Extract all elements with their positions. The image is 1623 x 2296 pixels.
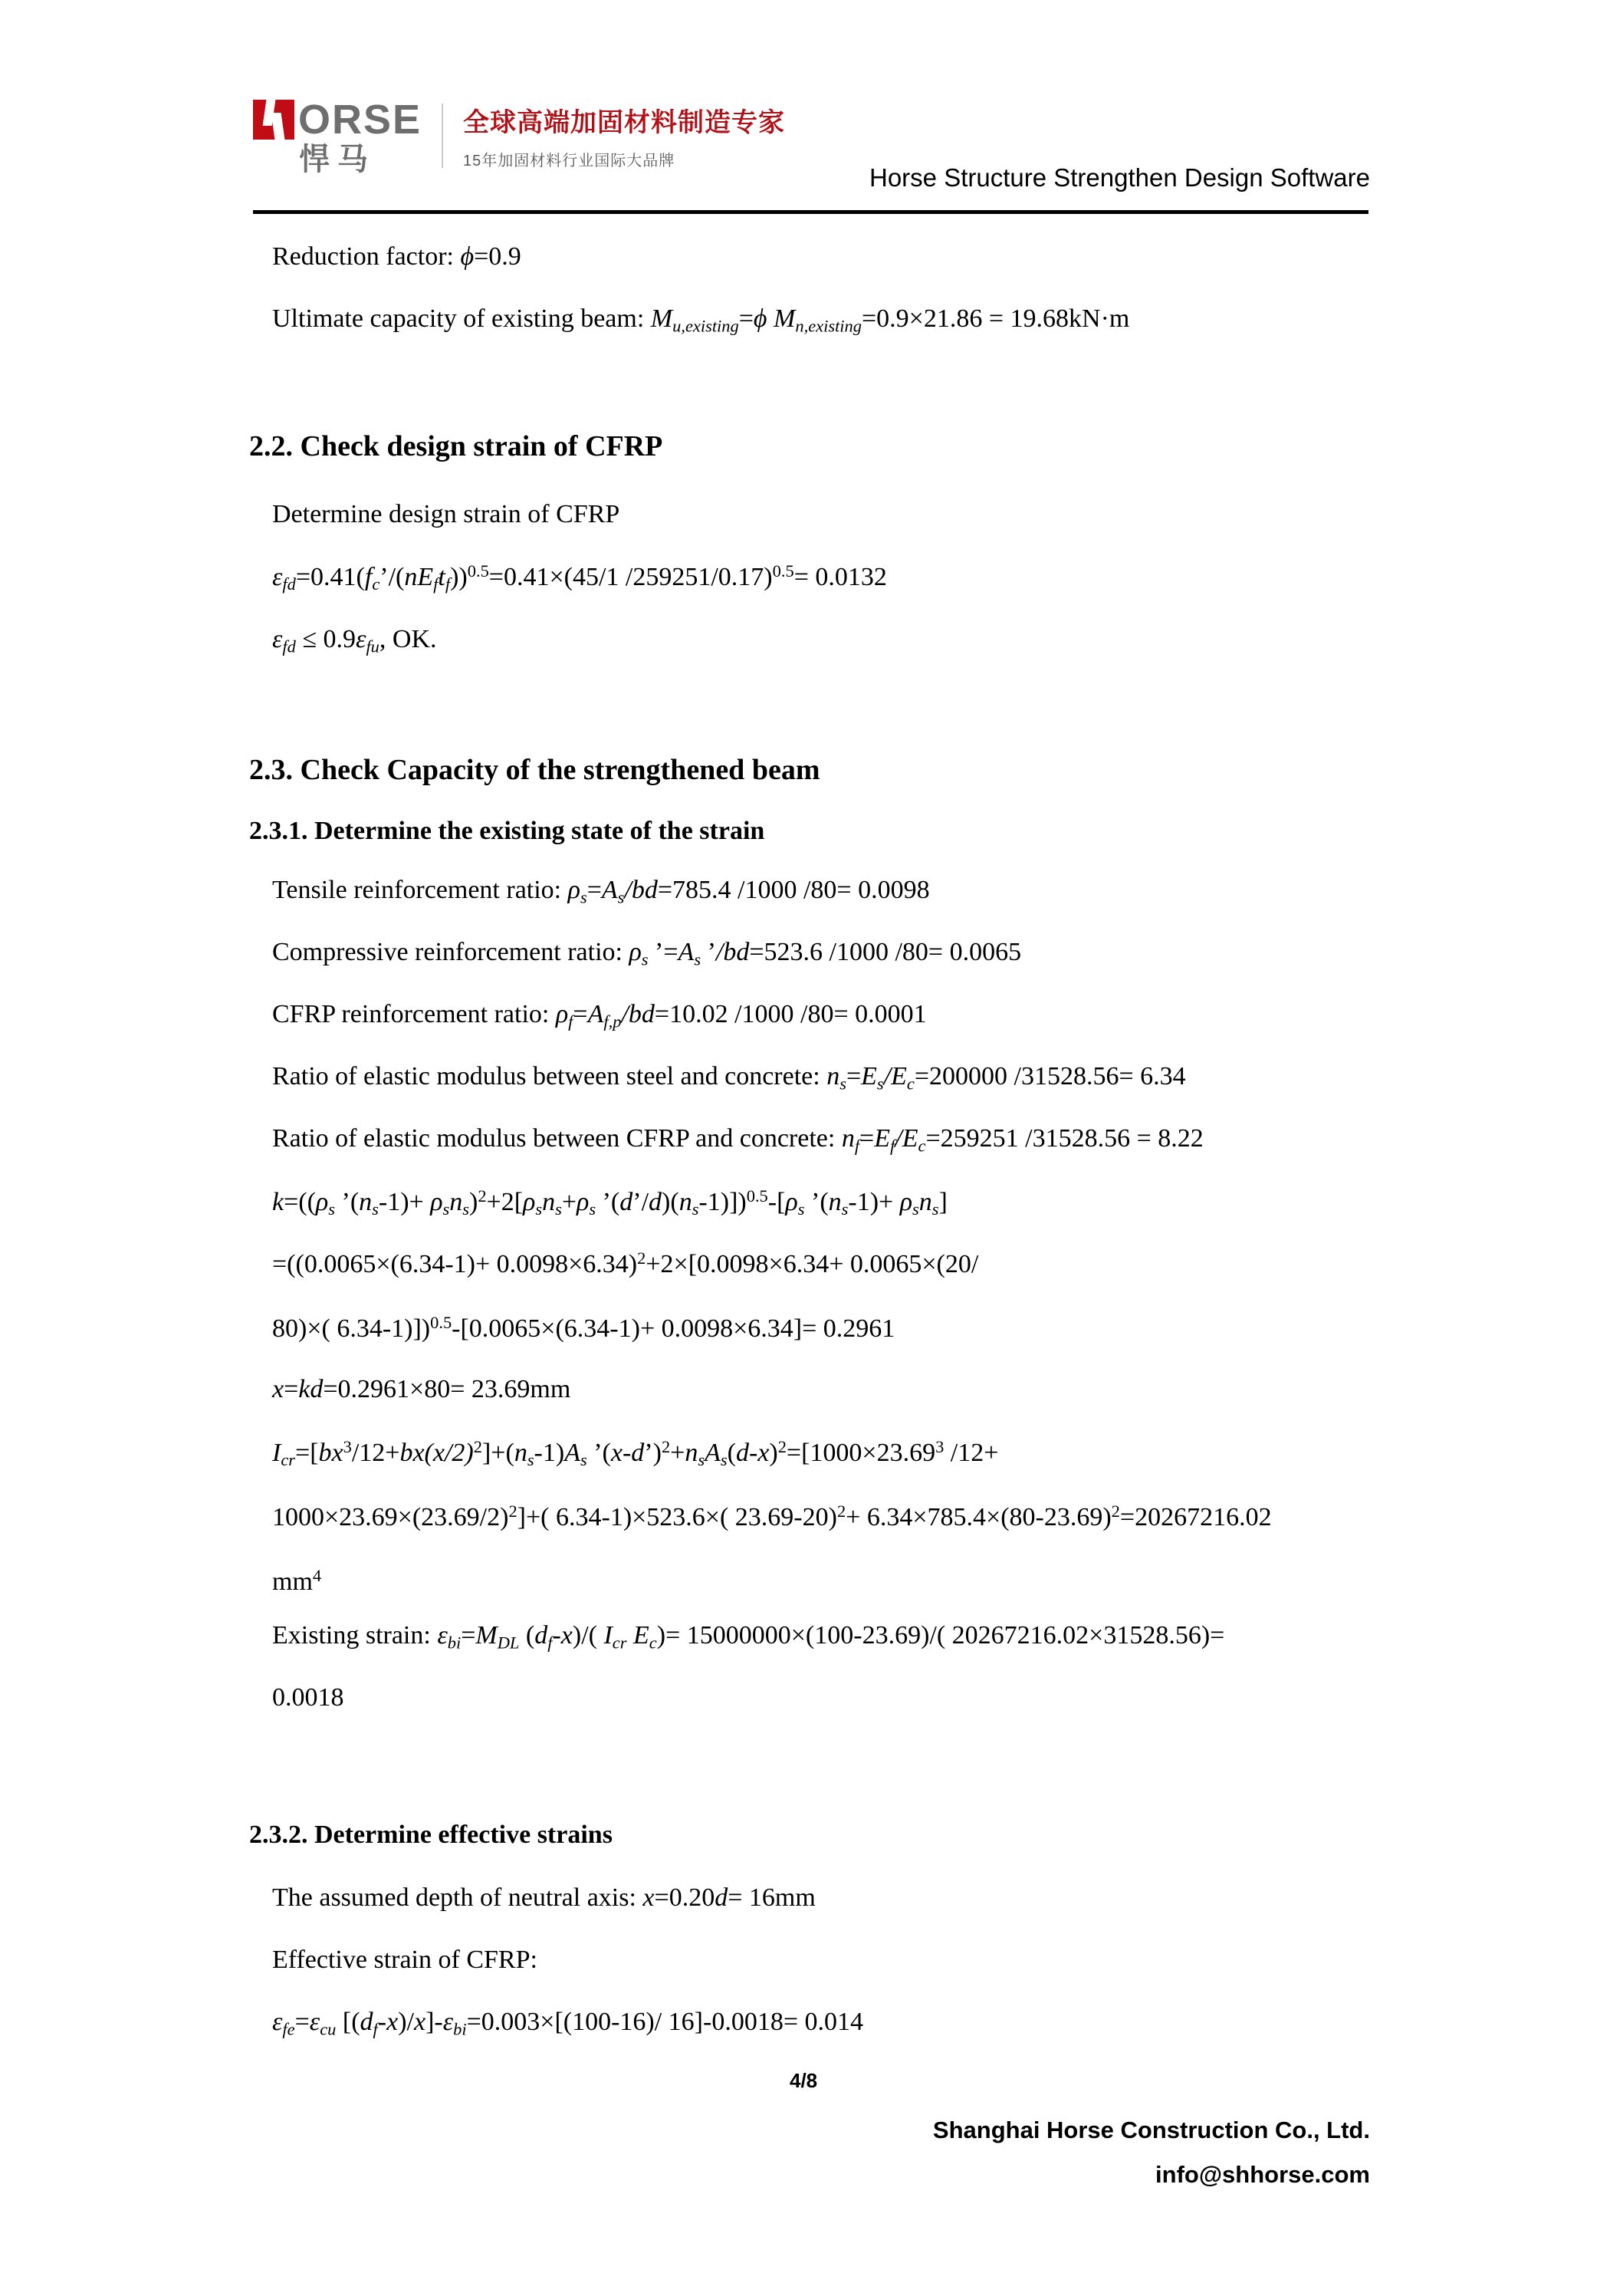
formula-efe xyxy=(272,2009,863,2038)
symbol-d-f-1: d xyxy=(534,1621,548,1650)
efd-check-mid: ≤ 0.9 xyxy=(295,625,356,653)
efd-expr-c: )) xyxy=(450,562,468,591)
subscript-f-p: f,p xyxy=(603,1011,622,1031)
reduction-factor-value: =0.9 xyxy=(474,242,521,271)
symbol-k: k xyxy=(272,1187,284,1216)
prime-k-1: ’ xyxy=(334,1187,350,1216)
formula-icr-units xyxy=(272,1567,321,1595)
symbol-e-f: E xyxy=(874,1124,891,1153)
header-title: Horse Structure Strengthen Design Software xyxy=(869,163,1370,192)
subscript-bi-2: bi xyxy=(453,2019,467,2039)
symbol-m-dl: M xyxy=(475,1621,498,1650)
footer-company-name: Shanghai Horse Construction Co., Ltd. xyxy=(932,2117,1370,2143)
subscript-c: c xyxy=(372,574,380,594)
superscript-2-knum: 2 xyxy=(637,1248,646,1268)
paragraph-ultimate-capacity xyxy=(272,306,1129,335)
symbol-e-c-3: E xyxy=(626,1621,649,1650)
superscript-0-5-k: 0.5 xyxy=(746,1186,768,1206)
superscript-2-icr-2: 2 xyxy=(661,1437,671,1456)
k-expr-k: -[ xyxy=(767,1187,786,1216)
subscript-f-efe: f xyxy=(373,2019,378,2039)
company-logo xyxy=(253,97,785,175)
symbol-n-k-5: n xyxy=(828,1187,842,1216)
logo-wordmark xyxy=(253,97,422,175)
efd-result: = 0.0132 xyxy=(793,562,887,591)
subscript-s-5: s xyxy=(839,1074,846,1094)
formula-k-numeric-line2 xyxy=(272,1314,895,1342)
sub-icr-2: s xyxy=(580,1450,587,1470)
symbol-a-3: A xyxy=(587,1000,604,1028)
logo-divider xyxy=(442,104,443,168)
superscript-0-5-b: 0.5 xyxy=(772,561,794,581)
subscript-f-ebi: f xyxy=(547,1633,553,1653)
subscript-f-1: f xyxy=(433,574,439,594)
sub-k-6: s xyxy=(555,1199,562,1219)
sub-k-1: s xyxy=(328,1199,335,1219)
symbol-n-k-1: n xyxy=(359,1187,373,1216)
subscript-fu: fu xyxy=(366,636,379,656)
rho-k-6: ρ xyxy=(899,1187,913,1216)
cfrp-ratio-result: =10.02 /1000 /80= 0.0001 xyxy=(654,1000,927,1028)
efe-result: =0.003×[(100-16)/ 16]-0.0018= 0.014 xyxy=(466,2008,863,2036)
logo-taglines xyxy=(463,101,785,170)
subscript-cu: cu xyxy=(320,2019,337,2039)
prime-mark-2: ’ xyxy=(648,938,664,966)
equals-cfrp: = xyxy=(573,1000,588,1028)
symbol-e-c-2: E xyxy=(902,1124,918,1153)
symbol-d-x-icr: d-x xyxy=(735,1438,770,1467)
epsilon-fe: ε xyxy=(272,2008,283,2036)
k-num-1b: +2×[0.0098×6.34+ 0.0065×(20/ xyxy=(646,1249,979,1278)
prime-k-3: ’ xyxy=(632,1187,642,1216)
logo-orse-text: ORSE xyxy=(298,97,422,143)
icr-expr-i: ( xyxy=(727,1438,736,1467)
superscript-2-icrnum-2: 2 xyxy=(836,1502,846,1521)
slash-ns: / xyxy=(883,1062,892,1090)
sub-k-10: s xyxy=(841,1199,849,1219)
heading-section-2-2: 2.2. Check design strain of CFRP xyxy=(249,430,663,462)
superscript-2-icrnum-3: 2 xyxy=(1111,1502,1120,1521)
existing-strain-label: Existing strain: xyxy=(272,1621,438,1650)
logo-chinese-name: 悍马 xyxy=(299,143,376,176)
subscript-cr-2: cr xyxy=(612,1633,627,1653)
symbol-a-icr-1: A xyxy=(564,1438,580,1467)
neutral-axis-result: = 16mm xyxy=(728,1883,816,1912)
paragraph-nf-ratio xyxy=(272,1126,1204,1155)
superscript-2-icr-1: 2 xyxy=(473,1437,482,1456)
icr-expr-b: /12+ xyxy=(351,1438,400,1467)
nf-label: Ratio of elastic modulus between CFRP and concrete: xyxy=(272,1124,842,1153)
efe-expr-a: [( xyxy=(336,2008,360,2036)
epsilon-bi: ε xyxy=(437,1621,448,1650)
equals-nf: = xyxy=(859,1124,875,1153)
symbol-n-k-4: n xyxy=(678,1187,692,1216)
equals-ns: = xyxy=(846,1062,862,1090)
equals-efe: = xyxy=(294,2008,310,2036)
icr-expr-l: /12+ xyxy=(944,1438,999,1467)
k-num-2a: 80)×( 6.34-1)]) xyxy=(272,1314,431,1343)
k-expr-d: ) xyxy=(469,1187,478,1216)
rho-k-1: ρ xyxy=(315,1187,329,1216)
k-expr-f: + xyxy=(561,1187,577,1216)
page-number: 4/8 xyxy=(790,2069,818,2092)
symbol-x-1: x xyxy=(272,1375,284,1403)
tensile-result: =785.4 /1000 /80= 0.0098 xyxy=(657,876,930,904)
ns-result: =200000 /31528.56= 6.34 xyxy=(914,1062,1186,1090)
prime-mark: ’ xyxy=(379,562,389,591)
icr-expr-e: -1) xyxy=(534,1438,565,1467)
equals-1: = xyxy=(738,304,754,333)
ns-label: Ratio of elastic modulus between steel and concrete: xyxy=(272,1062,827,1090)
paragraph-ns-ratio xyxy=(272,1064,1186,1093)
symbol-n-f: n xyxy=(841,1124,855,1153)
rho-k-2: ρ xyxy=(430,1187,443,1216)
superscript-2-icrnum-1: 2 xyxy=(508,1502,517,1521)
symbol-e-c: E xyxy=(891,1062,907,1090)
epsilon-symbol-3: ε xyxy=(356,625,366,653)
subscript-s-6: s xyxy=(876,1074,884,1094)
superscript-4-mm: 4 xyxy=(312,1566,322,1585)
heading-section-2-3: 2.3. Check Capacity of the strengthened beam xyxy=(249,754,820,786)
symbol-x-3: x xyxy=(413,2008,426,2036)
symbol-i-cr-2: I xyxy=(603,1621,613,1650)
symbol-n-s: n xyxy=(826,1062,840,1090)
superscript-0-5-knum: 0.5 xyxy=(430,1313,452,1332)
formula-icr-numeric xyxy=(272,1503,1272,1531)
header-divider-rule xyxy=(253,210,1368,214)
icr-expr-h: + xyxy=(670,1438,685,1467)
phi-symbol: ϕ xyxy=(460,242,475,271)
page-header xyxy=(0,0,1623,216)
sub-k-8: s xyxy=(692,1199,699,1219)
subscript-bi-1: bi xyxy=(447,1633,462,1653)
epsilon-symbol: ε xyxy=(272,562,283,591)
formula-efd xyxy=(272,563,887,593)
prime-mark-3: ’ xyxy=(701,938,716,966)
k-num-1a: =((0.0065×(6.34-1)+ 0.0098×6.34) xyxy=(272,1249,638,1278)
subscript-n-existing: n,existing xyxy=(795,316,862,336)
equals-compressive: = xyxy=(663,938,678,966)
icr-expr-d: ]+( xyxy=(481,1438,514,1467)
k-expr-j: -1)]) xyxy=(698,1187,747,1216)
paragraph-compressive-ratio xyxy=(272,939,1021,969)
epsilon-symbol-2: ε xyxy=(272,625,283,653)
sub-k-12: s xyxy=(931,1199,939,1219)
logo-horse-word xyxy=(253,97,422,143)
subscript-fe: fe xyxy=(282,2019,295,2039)
k-expr-h: / xyxy=(641,1187,649,1216)
nf-result: =259251 /31528.56 = 8.22 xyxy=(925,1124,1204,1153)
efd-expr-d: =0.41×(45/1 /259251/0.17) xyxy=(488,562,773,591)
symbol-x-2: x xyxy=(642,1883,655,1912)
k-expr-i: )( xyxy=(662,1187,679,1216)
x-kd-result: =0.2961×80= 23.69mm xyxy=(323,1375,571,1403)
unit-mm: mm xyxy=(272,1567,313,1596)
symbol-bx-1: bx xyxy=(318,1438,343,1467)
k-expr-g: ( xyxy=(610,1187,620,1216)
equals-ebi: = xyxy=(461,1621,476,1650)
sub-icr-4: s xyxy=(720,1450,728,1470)
k-expr-m: -1)+ xyxy=(848,1187,900,1216)
epsilon-cu: ε xyxy=(309,2008,320,2036)
symbol-bd-2: /bd xyxy=(715,938,750,966)
icr-expr-g: ) xyxy=(652,1438,662,1467)
formula-k-numeric-line1 xyxy=(272,1250,978,1278)
subscript-f-3: f xyxy=(568,1011,573,1031)
symbol-n-k-2: n xyxy=(449,1187,463,1216)
rho-k-5: ρ xyxy=(785,1187,798,1216)
symbol-t: t xyxy=(438,562,445,591)
sub-icr-3: s xyxy=(698,1450,705,1470)
subscript-s-4: s xyxy=(694,949,701,969)
symbol-kd: kd xyxy=(298,1375,324,1403)
superscript-3-icr-2: 3 xyxy=(935,1437,945,1456)
symbol-f: f xyxy=(364,562,373,591)
icr-expr-a: =[ xyxy=(295,1438,319,1467)
heading-section-2-3-2: 2.3.2. Determine effective strains xyxy=(249,1821,613,1849)
paragraph-neutral-axis xyxy=(272,1885,816,1911)
formula-efd-check xyxy=(272,627,437,656)
tagline-primary: 全球高端加固材料制造专家 xyxy=(463,108,786,137)
efe-expr-b: -x xyxy=(377,2008,399,2036)
subscript-f-2: f xyxy=(445,574,451,594)
symbol-m: M xyxy=(650,304,673,333)
icr-num-a: 1000×23.69×(23.69/2) xyxy=(272,1502,509,1531)
sub-k-4: s xyxy=(462,1199,469,1219)
superscript-0-5-a: 0.5 xyxy=(467,561,489,581)
symbol-bd-3: /bd xyxy=(621,1000,655,1028)
efd-expr-a: =0.41( xyxy=(295,562,365,591)
subscript-f-5: f xyxy=(890,1136,895,1156)
sub-k-3: s xyxy=(442,1199,450,1219)
symbol-e: E xyxy=(417,562,434,591)
heading-section-2-3-1: 2.3.1. Determine the existing state of the strain xyxy=(249,817,765,845)
prime-icr-1: ’ xyxy=(586,1438,603,1467)
paragraph-cfrp-ratio xyxy=(272,1002,927,1031)
icr-expr-j: ) xyxy=(769,1438,778,1467)
subscript-s-1: s xyxy=(580,887,587,907)
rho-symbol-3: ρ xyxy=(555,1000,569,1028)
neutral-axis-eq: =0.20 xyxy=(654,1883,715,1912)
subscript-fd: fd xyxy=(282,574,296,594)
logo-h-glyph-icon xyxy=(253,100,294,140)
icr-num-b: ]+( 6.34-1)×523.6×( 23.69-20) xyxy=(517,1502,837,1531)
icr-expr-k: =[1000×23.69 xyxy=(786,1438,936,1467)
symbol-bd-1: /bd xyxy=(624,876,658,904)
prime-k-4: ’ xyxy=(804,1187,820,1216)
footer-email: info@shhorse.com xyxy=(1155,2161,1370,2188)
icr-num-result: =20267216.02 xyxy=(1119,1502,1272,1531)
symbol-n-k-6: n xyxy=(918,1187,932,1216)
sub-icr-1: s xyxy=(527,1450,534,1470)
tagline-secondary: 15年加固材料行业国际大品牌 xyxy=(463,153,675,169)
sub-k-5: s xyxy=(535,1199,543,1219)
formula-existing-strain xyxy=(272,1623,1224,1652)
paragraph-reduction-factor xyxy=(272,244,521,270)
subscript-dl: DL xyxy=(497,1633,520,1653)
subscript-s-3: s xyxy=(641,949,649,969)
formula-k-symbolic xyxy=(272,1188,948,1218)
prime-k-2: ’ xyxy=(596,1187,611,1216)
equals-xkd: = xyxy=(284,1375,299,1403)
prime-icr-2: ’ xyxy=(644,1438,653,1467)
subscript-cr-1: cr xyxy=(281,1450,296,1470)
superscript-2-k-1: 2 xyxy=(478,1186,487,1206)
formula-x-kd xyxy=(272,1377,570,1403)
paragraph-effective-strain-label: Effective strain of CFRP: xyxy=(272,1946,537,1974)
symbol-d-k-1: d xyxy=(619,1187,633,1216)
ebi-expr-a: ( xyxy=(519,1621,535,1650)
k-expr-l: ( xyxy=(820,1187,829,1216)
subscript-c-3: c xyxy=(918,1136,926,1156)
formula-icr-symbolic xyxy=(272,1439,998,1469)
cfrp-ratio-label: CFRP reinforcement ratio: xyxy=(272,1000,556,1028)
subscript-fd-2: fd xyxy=(282,636,296,656)
k-expr-e: +2[ xyxy=(486,1187,524,1216)
symbol-a-2: A xyxy=(678,938,695,966)
tensile-label: Tensile reinforcement ratio: xyxy=(272,876,568,904)
subscript-s-2: s xyxy=(617,887,625,907)
k-num-2b: -[0.0065×(6.34-1)+ 0.0098×6.34]= 0.2961 xyxy=(452,1314,895,1343)
sub-k-9: s xyxy=(797,1199,805,1219)
equals-tensile: = xyxy=(586,876,602,904)
phi-symbol-2: ϕ xyxy=(753,304,767,333)
subscript-u-existing: u,existing xyxy=(672,316,739,336)
subscript-c-4: c xyxy=(649,1633,657,1653)
symbol-d-na: d xyxy=(715,1883,728,1912)
symbol-d-k-2: d xyxy=(649,1187,662,1216)
ultimate-capacity-label: Ultimate capacity of existing beam: xyxy=(272,304,651,333)
superscript-3-icr: 3 xyxy=(343,1437,352,1456)
icr-num-c: + 6.34×785.4×(80-23.69) xyxy=(846,1502,1112,1531)
k-expr-b: ( xyxy=(350,1187,360,1216)
neutral-axis-label: The assumed depth of neutral axis: xyxy=(272,1883,643,1912)
icr-expr-c: /2) xyxy=(444,1438,474,1467)
sub-k-7: s xyxy=(589,1199,596,1219)
existing-strain-result-value: 0.0018 xyxy=(272,1683,344,1712)
rho-symbol: ρ xyxy=(567,876,580,904)
rho-symbol-2: ρ xyxy=(629,938,642,966)
paragraph-determine-design-strain: Determine design strain of CFRP xyxy=(272,500,620,528)
symbol-n: n xyxy=(404,562,418,591)
rho-k-4: ρ xyxy=(577,1187,590,1216)
sub-k-2: s xyxy=(372,1199,379,1219)
superscript-2-icr-3: 2 xyxy=(777,1437,787,1456)
rho-k-3: ρ xyxy=(523,1187,536,1216)
reduction-factor-label: Reduction factor: xyxy=(272,242,461,271)
k-expr-a: =(( xyxy=(284,1187,316,1216)
compressive-result: =523.6 /1000 /80= 0.0065 xyxy=(749,938,1022,966)
ebi-expr-c: )/( xyxy=(572,1621,604,1650)
slash-nf: / xyxy=(895,1124,902,1153)
symbol-a-icr-2: A xyxy=(705,1438,721,1467)
symbol-x-d-icr: x-d xyxy=(610,1438,645,1467)
symbol-a-1: A xyxy=(601,876,618,904)
ebi-result: )= 15000000×(100-23.69)/( 20267216.02×31528.56)= xyxy=(656,1621,1225,1650)
symbol-n-icr-1: n xyxy=(514,1438,527,1467)
efe-expr-d: ]- xyxy=(425,2008,443,2036)
ultimate-capacity-result: =0.9×21.86 = 19.68kN·m xyxy=(861,304,1130,333)
symbol-n-icr-2: n xyxy=(685,1438,698,1467)
ebi-expr-b: -x xyxy=(552,1621,573,1650)
symbol-d-f-2: d xyxy=(360,2008,373,2036)
k-expr-end: ] xyxy=(938,1187,948,1216)
symbol-m-2: M xyxy=(767,304,796,333)
paragraph-tensile-ratio xyxy=(272,877,930,906)
icr-expr-f: ( xyxy=(602,1438,611,1467)
subscript-c-2: c xyxy=(906,1074,915,1094)
epsilon-bi-2: ε xyxy=(442,2008,454,2036)
k-expr-c: -1)+ xyxy=(378,1187,431,1216)
compressive-label: Compressive reinforcement ratio: xyxy=(272,938,629,966)
symbol-bx-2: bx(x xyxy=(399,1438,445,1467)
symbol-i-cr: I xyxy=(272,1438,281,1467)
symbol-e-s: E xyxy=(861,1062,877,1090)
subscript-f-4: f xyxy=(854,1136,860,1156)
efe-expr-c: )/ xyxy=(398,2008,414,2036)
efd-expr-b: /( xyxy=(388,562,405,591)
efd-check-ok: , OK. xyxy=(379,625,437,653)
sub-k-11: s xyxy=(912,1199,919,1219)
symbol-n-k-3: n xyxy=(542,1187,556,1216)
